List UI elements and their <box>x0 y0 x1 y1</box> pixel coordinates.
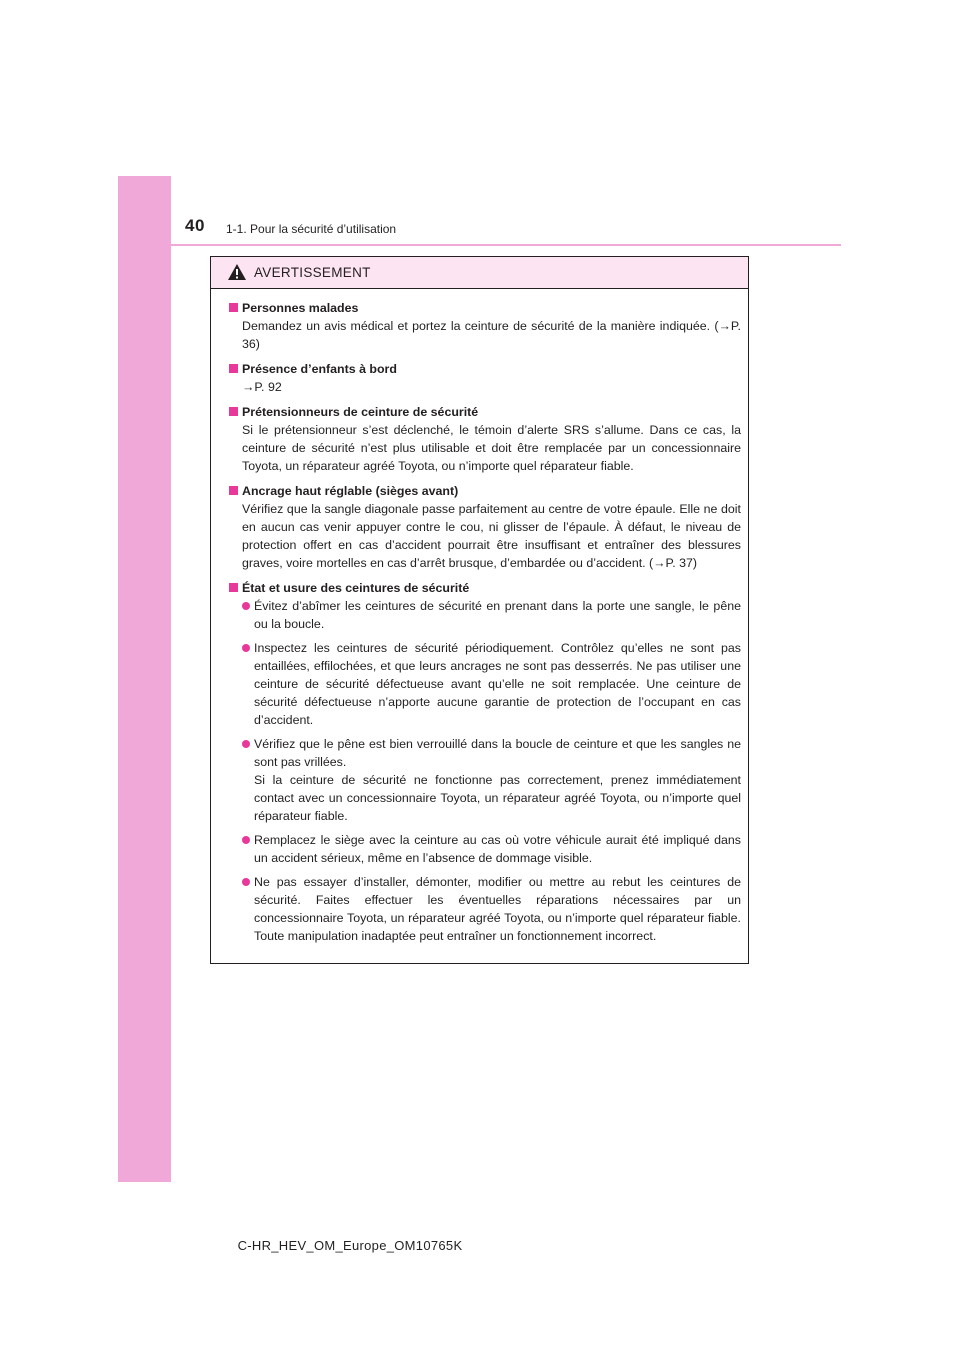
section-heading: État et usure des ceintures de sécurité <box>229 579 741 597</box>
warning-header <box>211 257 748 289</box>
list-item: Ne pas essayer d’installer, démonter, modifier ou mettre au rebut les ceintures de sécurité. Faites effectuer les éventuelles réparations nécessaires par un concessionnaire Toyota, un réparateur agréé Toyota, ou n’importe quel réparateur fiable. Toute manipulation inadaptée peut entraîner un fonctionnement incorrect. <box>229 873 741 945</box>
page-number: 40 <box>185 216 205 235</box>
warning-title: AVERTISSEMENT <box>254 265 371 280</box>
section-belt-condition <box>229 579 741 945</box>
section-anchor <box>229 482 741 572</box>
square-bullet-icon <box>229 407 238 416</box>
header-divider <box>171 244 841 246</box>
round-bullet-icon <box>242 878 250 886</box>
document-code: C-HR_HEV_OM_Europe_OM10765K <box>237 1238 463 1253</box>
square-bullet-icon <box>229 583 238 592</box>
list-item: Remplacez le siège avec la ceinture au cas où votre véhicule aurait été impliqué dans un accident sérieux, même en l’absence de dommage visible. <box>229 831 741 867</box>
round-bullet-icon <box>242 644 250 652</box>
page-reference-link[interactable]: →P. 92 <box>242 380 282 394</box>
square-bullet-icon <box>229 486 238 495</box>
warning-box <box>210 256 749 964</box>
section-heading: Ancrage haut réglable (sièges avant) <box>229 482 741 500</box>
round-bullet-icon <box>242 836 250 844</box>
section-heading: Présence d’enfants à bord <box>229 360 741 378</box>
warning-body <box>211 289 748 952</box>
round-bullet-icon <box>242 602 250 610</box>
section-text: Demandez un avis médical et portez la ceinture de sécurité de la manière indiquée. (→P. 36) <box>242 319 741 351</box>
section-heading: Prétensionneurs de ceinture de sécurité <box>229 403 741 421</box>
section-title: 1-1. Pour la sécurité d’utilisation <box>226 222 397 236</box>
square-bullet-icon <box>229 364 238 373</box>
section-heading: Personnes malades <box>229 299 741 317</box>
list-item: Inspectez les ceintures de sécurité périodiquement. Contrôlez qu’elles ne sont pas entaillées, effilochées, et que leurs ancrages ne sont pas desserrés. Ne pas utiliser une ceinture de sécurité défectueuse avant qu’elle ne soit remplacée. Une ceinture de sécurité défectueuse n’apporte aucune garantie de protection de l’occupant en cas d’accident. <box>229 639 741 729</box>
round-bullet-icon <box>242 740 250 748</box>
side-tab-band <box>118 176 171 1182</box>
section-children <box>229 360 741 396</box>
square-bullet-icon <box>229 303 238 312</box>
section-text: Vérifiez que la sangle diagonale passe parfaitement au centre de votre épaule. Elle ne doit en aucun cas venir appuyer contre le cou, ni glisser de l’épaule. À défaut, le niveau de protection offert en cas d’accident pourrait être insuffisant et entraîner des blessures graves, voire mortelles en cas d’arrêt brusque, d’embardée ou d’accident. (→P. 37) <box>242 502 741 570</box>
list-item: Vérifiez que le pêne est bien verrouillé dans la boucle de ceinture et que les sangles ne sont pas vrillées. Si la ceinture de sécurité ne fonctionne pas correctement, prenez immédiatement contact avec un concessionnaire Toyota, un réparateur agréé Toyota, ou n’importe quel réparateur fiable. <box>229 735 741 825</box>
section-sick-persons <box>229 299 741 353</box>
section-text: Si le prétensionneur s’est déclenché, le témoin d’alerte SRS s’allume. Dans ce cas, la ceinture de sécurité n’est plus utilisable et doit être remplacée par un concessionnaire Toyota, un réparateur agréé Toyota, ou n’importe quel réparateur fiable. <box>242 423 741 473</box>
warning-triangle-icon <box>227 263 247 281</box>
section-pretensioners <box>229 403 741 475</box>
list-item: Évitez d’abîmer les ceintures de sécurité en prenant dans la porte une sangle, le pêne ou la boucle. <box>229 597 741 633</box>
